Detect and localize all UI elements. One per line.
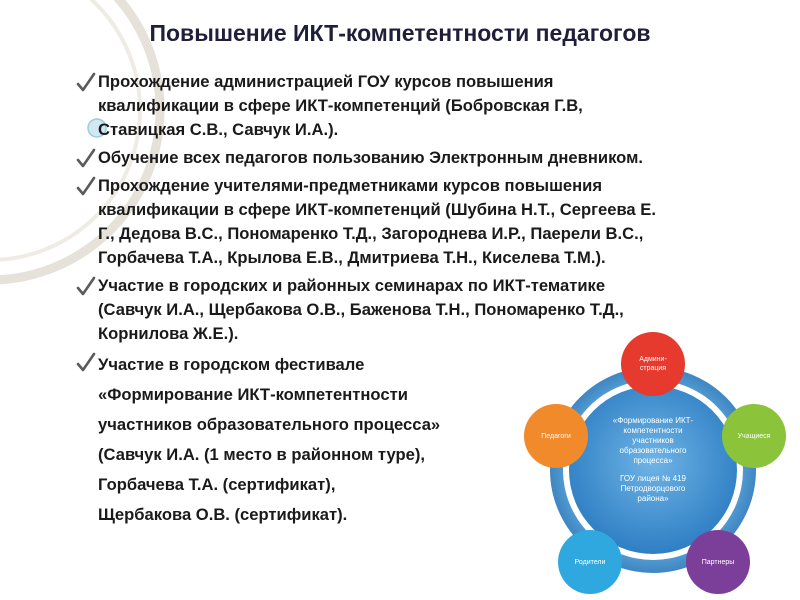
bullet-line: Горбачева Т.А. (сертификат), [98,475,336,494]
node-label-students: Учащиеся [737,433,771,440]
node-label-administration [621,355,685,373]
center-line: образовательного [619,446,687,455]
checkmark-icon [76,275,96,297]
node-label-parents: Родители [574,559,606,566]
bullet-admin-courses [76,70,776,142]
bullet-line: Обучение всех педагогов пользованию Электронным дневником. [98,148,643,167]
bullet-line: Участие в городском фестивале [98,355,365,374]
checkmark-icon [76,175,96,197]
center-line: района» [637,494,669,503]
center-line: Петродворцового [620,484,686,493]
bullet-line: (Савчук И.А. (1 место в районном туре), [98,445,425,464]
bullet-e-diary [76,146,776,170]
bullet-line: Г., Дедова В.С., Пономаренко Т.Д., Загороднева И.Р., Паерели В.С., [98,224,644,243]
checkmark-icon [76,147,96,169]
bullet-line: (Савчук И.А., Щербакова О.В., Баженова Т.Н., Пономаренко Т.Д., [98,300,624,319]
bullet-line: Горбачева Т.А., Крылова Е.В., Дмитриева Т.Н., Киселева Т.М.). [98,248,606,267]
center-caption [593,416,713,504]
node-label-partners: Партнеры [701,559,735,566]
bullet-line: Ставицкая С.В., Савчук И.А.). [98,120,339,139]
center-line: компетентности [623,426,683,435]
center-line: участников [632,436,674,445]
center-line: «Формирование ИКТ- [612,416,694,425]
page-title: Повышение ИКТ-компетентности педагогов [149,20,651,46]
center-line: ГОУ лицея № 419 [619,474,687,483]
bullet-line: квалификации в сфере ИКТ-компетенций (Бобровская Г.В, [98,96,583,115]
center-spacer [593,466,713,474]
node-label-line: страция [639,365,667,372]
bullet-line: квалификации в сфере ИКТ-компетенций (Шубина Н.Т., Сергеева Е. [98,200,656,219]
center-line: процесса» [633,456,673,465]
bullet-line: «Формирование ИКТ-компетентности [98,385,408,404]
bullet-line: участников образовательного процесса» [98,415,441,434]
bullet-teacher-courses [76,174,776,270]
cycle-diagram [518,332,788,600]
bullet-line: Корнилова Ж.Е.). [98,324,239,343]
bullet-line: Щербакова О.В. (сертификат). [98,505,348,524]
checkmark-icon [76,71,96,93]
node-label-teachers: Педагоги [541,433,571,440]
bullet-line: Прохождение учителями-предметниками курсов повышения [98,176,603,195]
bullet-line: Участие в городских и районных семинарах по ИКТ-тематике [98,276,606,295]
node-label-line: Админи- [639,356,667,363]
bullet-line: Прохождение администрацией ГОУ курсов повышения [98,72,554,91]
checkmark-icon [76,351,96,373]
